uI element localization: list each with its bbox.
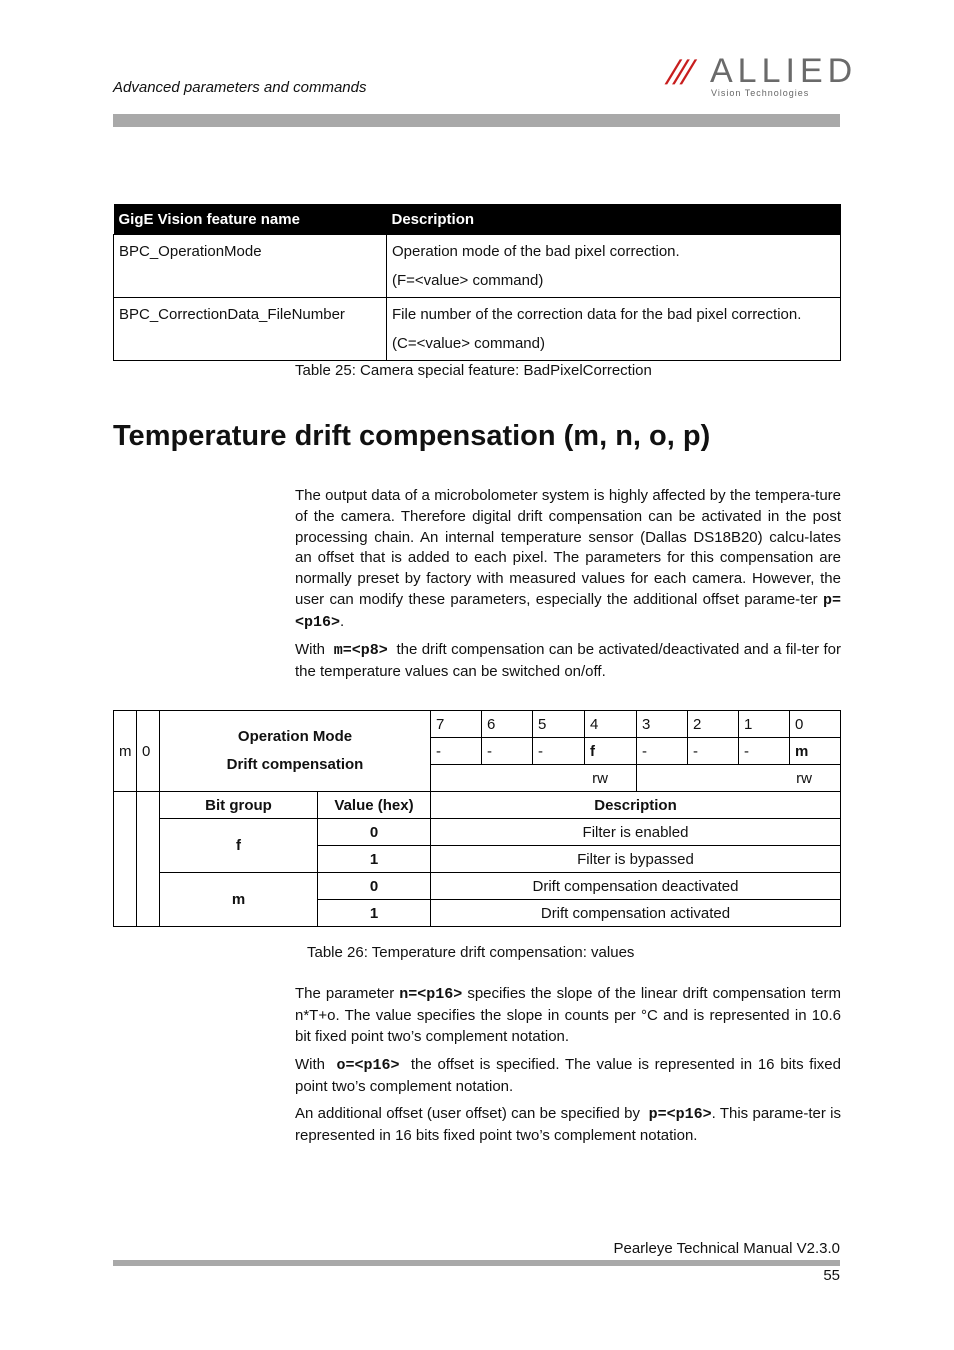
header-divider-bar (113, 114, 840, 127)
section-header-title: Advanced parameters and commands (113, 79, 367, 96)
bit-value: - (637, 738, 688, 765)
body-paragraph (295, 486, 841, 634)
bit-number: 2 (688, 711, 739, 738)
access-high: rw (431, 765, 637, 792)
body-paragraph (295, 1104, 841, 1147)
empty-cell (114, 792, 137, 927)
inline-code: n=<p16> (399, 986, 463, 1003)
table-row (114, 873, 841, 900)
bit-group-name: f (160, 819, 318, 873)
desc-line: File number of the correction data for the bad pixel correction. (392, 306, 802, 323)
bit-value: - (688, 738, 739, 765)
operation-mode-cell (160, 711, 431, 792)
bit-number: 1 (739, 711, 790, 738)
body-paragraph (295, 984, 841, 1047)
bit-number: 4 (585, 711, 637, 738)
value-description: Drift compensation deactivated (431, 873, 841, 900)
paragraph-text: . This parame-ter is represented in 16 bits fixed point two’s complement notation. (295, 1105, 841, 1144)
bit-value: - (533, 738, 585, 765)
value-description: Drift compensation activated (431, 900, 841, 927)
register-table (113, 710, 841, 927)
feature-desc-cell (387, 235, 841, 298)
feature-desc-cell (387, 298, 841, 361)
operation-mode-subtitle: Drift compensation (226, 756, 364, 773)
allied-logo (665, 52, 858, 102)
paragraph-text: the drift compensation can be activated/deactivated and a fil-ter for the temperature values can be switched on/off. (295, 641, 841, 680)
bit-number: 3 (637, 711, 688, 738)
bit-group-name: m (160, 873, 318, 927)
hex-value: 0 (318, 819, 431, 846)
command-letter: m (114, 711, 137, 792)
hex-value: 1 (318, 900, 431, 927)
command-index: 0 (137, 711, 160, 792)
paragraph-text: With (295, 1056, 325, 1073)
header-description: Description (387, 204, 841, 235)
page-number: 55 (823, 1267, 840, 1284)
bit-number: 0 (790, 711, 841, 738)
value-description: Filter is enabled (431, 819, 841, 846)
table-row (114, 792, 841, 819)
table-caption: Table 25: Camera special feature: BadPixelCorrection (295, 362, 652, 379)
bit-number: 5 (533, 711, 585, 738)
bit-value: - (431, 738, 482, 765)
paragraph-text: the offset is specified. The value is represented in 16 bits fixed point two’s complement notation. (295, 1056, 841, 1095)
access-low: rw (637, 765, 841, 792)
col-header-value: Value (hex) (318, 792, 431, 819)
paragraph-text: specifies the slope of the linear drift compensation term n*T+o. The value specifies the slope in counts per °C and is represented in 10.6 bit fixed point two’s complement notation. (295, 985, 841, 1045)
col-header-bit-group: Bit group (160, 792, 318, 819)
table-row (114, 298, 841, 361)
footer-divider-bar (113, 1260, 840, 1266)
table-header-row (114, 204, 841, 235)
inline-code: p=<p16> (648, 1106, 712, 1123)
desc-line: (C=<value> command) (392, 335, 545, 352)
body-paragraph (295, 640, 841, 683)
paragraph-text: With (295, 641, 325, 658)
paragraph-end: . (340, 612, 345, 630)
logo-subtitle: Vision Technologies (711, 88, 810, 98)
bit-value: - (482, 738, 533, 765)
header-feature-name: GigE Vision feature name (114, 204, 387, 235)
bit-number: 6 (482, 711, 533, 738)
desc-line: Operation mode of the bad pixel correction. (392, 243, 680, 260)
section-heading: Temperature drift compensation (m, n, o, p) (113, 420, 711, 452)
desc-line: (F=<value> command) (392, 272, 544, 289)
inline-code: m=<p8> (333, 642, 388, 659)
operation-mode-title: Operation Mode (237, 728, 353, 745)
inline-code: p=<p16> (295, 591, 841, 631)
hex-value: 1 (318, 846, 431, 873)
logo-word: ALLIED (710, 52, 858, 90)
empty-cell (137, 792, 160, 927)
logo-slashes: /// (665, 54, 694, 92)
body-paragraph (295, 1055, 841, 1098)
bit-value: m (790, 738, 841, 765)
feature-name-cell: BPC_OperationMode (114, 235, 387, 298)
feature-table (113, 204, 841, 361)
paragraph-text: The output data of a microbolometer system is highly affected by the tempera-ture of the camera. Therefore digital drift compensation can be activated in the post processing chain. An internal temperature sensor (Dallas DS18B20) calcu-lates an offset that is added to each pixel. The parameters for this compensation are normally preset by factory with measured values for each camera. However, the user can modify these parameters, especially the additional offset parame-ter (295, 487, 841, 608)
paragraph-text: An additional offset (user offset) can be specified by (295, 1105, 640, 1122)
col-header-description: Description (431, 792, 841, 819)
table-caption: Table 26: Temperature drift compensation: values (307, 944, 635, 961)
hex-value: 0 (318, 873, 431, 900)
paragraph-text: The parameter (295, 985, 395, 1002)
table-row (114, 819, 841, 846)
bit-number: 7 (431, 711, 482, 738)
feature-name-cell: BPC_CorrectionData_FileNumber (114, 298, 387, 361)
table-row (114, 235, 841, 298)
table-row (114, 711, 841, 738)
bit-value: - (739, 738, 790, 765)
manual-title: Pearleye Technical Manual V2.3.0 (613, 1240, 840, 1257)
value-description: Filter is bypassed (431, 846, 841, 873)
inline-code: o=<p16> (336, 1057, 400, 1074)
bit-value: f (585, 738, 637, 765)
